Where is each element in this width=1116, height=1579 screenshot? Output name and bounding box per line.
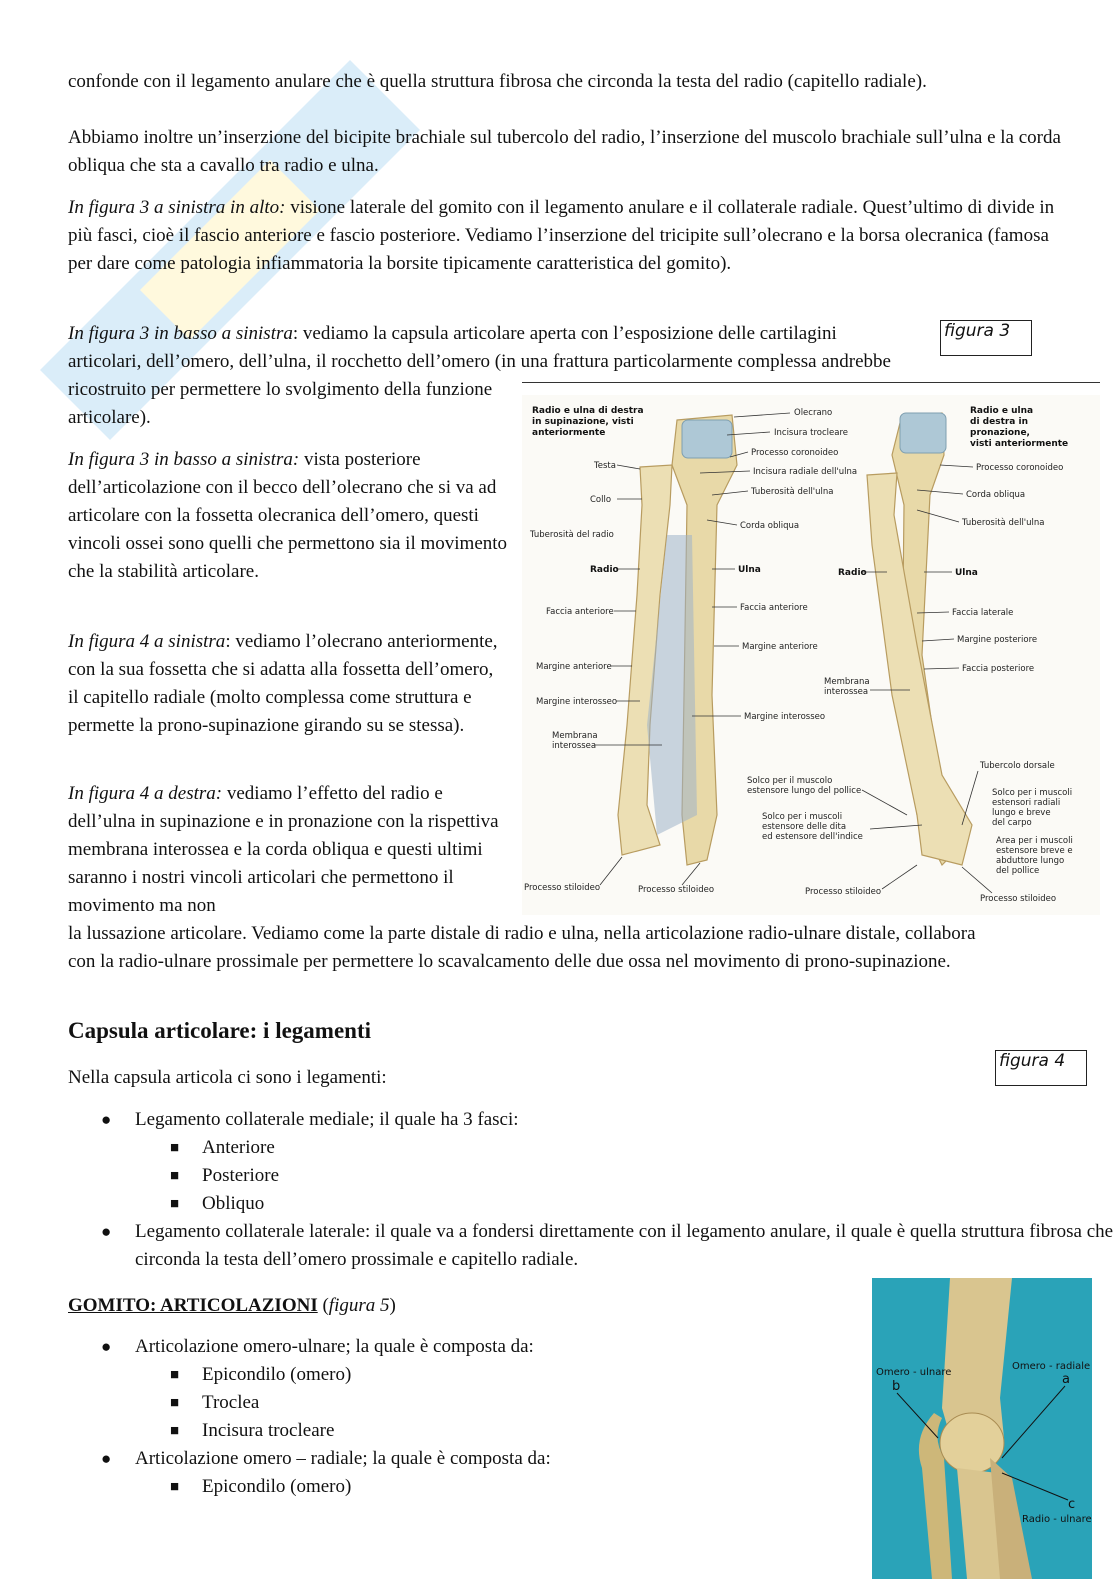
paragraph-fig3-posterior: In figura 3 in basso a sinistra: vista posteriore dell’articolazione con il becco dell’olecrano che si va ad articolare con la fossetta olecranica dell’omero, questi vincoli ossei sono quelli che permettono sia il movimento che la stabilità articolare.: [68, 449, 508, 582]
paragraph-fig3-top: In figura 3 a sinistra in alto: visione laterale del gomito con il legamento anulare e il collaterale radiale. Quest’ultimo di divide in più fasci, cioè il fascio anteriore e fascio posteriore. Vediamo l’inserzione del tricipite sull’olecrano e la borsa olecranica (famosa per dare come patologia infiammatoria la borsite tipicamente caratteristica del gomito).: [68, 197, 1055, 274]
label-processo-stiloideo-3: Processo stiloideo: [805, 887, 882, 897]
figure-divider: [522, 382, 1100, 383]
figure-4-label: figura 4: [995, 1050, 1087, 1086]
section-title-capsula: Capsula articolare: i legamenti: [68, 1018, 371, 1043]
list-item: ● Articolazione omero – radiale; la quale è composta da: ■ Epicondilo (omero): [68, 1445, 1115, 1501]
label-processo-stiloideo-4: Processo stiloideo: [980, 894, 1057, 904]
label-tuberosita-ulna: Tuberosità dell'ulna: [751, 487, 834, 497]
paragraph-insertions: Abbiamo inoltre un’inserzione del bicipite brachiale sul tubercolo del radio, l’inserzione del muscolo brachiale sull’ulna e la corda obliqua che sta a cavallo tra radio e ulna.: [68, 127, 1061, 176]
label-radio-right: Radio: [838, 568, 867, 578]
fig3-right-title-4: visti anteriormente: [970, 439, 1069, 449]
list-subitem: ■ Epicondilo (omero): [135, 1473, 1115, 1501]
list-item: ● Legamento collaterale laterale: il quale va a fondersi direttamente con il legamento anulare, il quale è quella struttura fibrosa che circonda la testa dell’omero prossimale e capitello radiale.: [68, 1218, 1115, 1274]
paragraph-fig3-bottom-b: articolari, dell’omero, dell’ulna, il rocchetto dell’omero (in una frattura particolarmente complessa andrebbe: [68, 351, 891, 372]
label-solco3-4: del carpo: [992, 818, 1032, 828]
label-incisura-radiale: Incisura radiale dell'ulna: [753, 467, 858, 477]
label-solco3-3: lungo e breve: [992, 808, 1051, 818]
paragraph-intro: confonde con il legamento anulare che è quella struttura fibrosa che circonda la testa del radio (capitello radiale).: [68, 71, 927, 92]
paragraph-distal: la lussazione articolare. Vediamo come la parte distale di radio e ulna, nella articolazione radio-ulnare distale, collabora con la radio-ulnare prossimale per permettere lo scavalcamento delle due ossa nel movimento di prono-supinazione.: [68, 923, 976, 972]
fig5-label-omero-ulnare: Omero - ulnare: [876, 1367, 952, 1378]
paragraph-fig3-bottom-a: In figura 3 in basso a sinistra: vediamo la capsula articolare aperta con l’esposizione delle cartilagini: [68, 323, 837, 344]
section-title-articolazioni: GOMITO: ARTICOLAZIONI (figura 5): [68, 1295, 396, 1316]
fig5-label-omero-radiale: Omero - radiale: [1012, 1361, 1091, 1372]
fig5-letter-b: b: [892, 1379, 901, 1394]
label-processo-coronoideo-right: Processo coronoideo: [976, 463, 1064, 473]
label-membrana-left-1: Membrana: [552, 731, 598, 741]
label-ulna-right: Ulna: [955, 568, 978, 578]
label-margine-interosseo: Margine interosseo: [744, 712, 826, 722]
label-margine-interosseo-left: Margine interosseo: [536, 697, 618, 707]
fig3-left-title-1: Radio e ulna di destra: [532, 406, 644, 416]
label-testa: Testa: [594, 461, 616, 471]
label-faccia-laterale: Faccia laterale: [952, 608, 1014, 618]
fig5-letter-c: c: [1068, 1497, 1076, 1512]
label-corda-obliqua-right: Corda obliqua: [966, 490, 1026, 500]
fig5-letter-a: a: [1062, 1372, 1070, 1387]
label-processo-stiloideo-2: Processo stiloideo: [638, 885, 715, 895]
list-subitem: ■ Troclea: [135, 1389, 1115, 1417]
list-subitem: ■ Epicondilo (omero): [135, 1361, 1115, 1389]
label-olecrano: Olecrano: [794, 408, 833, 418]
label-solco2-2: estensore delle dita: [762, 822, 847, 832]
figure-radius-ulna-illustration: [522, 395, 1100, 915]
label-ulna: Ulna: [738, 565, 761, 575]
label-solco1-1: Solco per il muscolo: [747, 776, 833, 786]
fig3-left-title-3: anteriormente: [532, 428, 606, 438]
fig3-left-title-2: in supinazione, visti: [532, 417, 634, 427]
label-membrana-right-2: interossea: [824, 687, 869, 697]
label-corda-obliqua: Corda obliqua: [740, 521, 800, 531]
fig5-label-radio-ulnare: Radio - ulnare: [1022, 1514, 1092, 1525]
label-processo-coronoideo: Processo coronoideo: [751, 448, 839, 458]
paragraph-fig4-left: In figura 4 a sinistra: vediamo l’olecrano anteriormente, con la sua fossetta che si adatta alla fossetta dell’omero, il capitello radiale (molto complessa come struttura e permette la prono-supinazione girando su se stessa).: [68, 631, 498, 736]
label-solco2-1: Solco per i muscoli: [762, 812, 843, 822]
label-tuberosita-radio: Tuberosità del radio: [530, 530, 614, 540]
label-area-2: estensore breve e: [996, 846, 1073, 856]
label-radio: Radio: [590, 565, 619, 575]
label-area-4: del pollice: [996, 866, 1040, 876]
label-margine-anteriore: Margine anteriore: [742, 642, 818, 652]
list-item: ● Legamento collaterale mediale; il quale ha 3 fasci: ■ Anteriore ■ Posteriore ■ Obliquo: [68, 1106, 1115, 1218]
label-membrana-left-2: interossea: [552, 741, 597, 751]
figure-5-elbow-photo: [872, 1278, 1092, 1579]
fig3-right-title-3: pronazione,: [970, 428, 1030, 438]
list-subitem: ■ Anteriore: [135, 1134, 1115, 1162]
label-faccia-anteriore: Faccia anteriore: [740, 603, 808, 613]
list-item: ● Articolazione omero-ulnare; la quale è composta da: ■ Epicondilo (omero) ■ Troclea ■ Incisura trocleare: [68, 1333, 1115, 1445]
label-area-3: abduttore lungo: [996, 856, 1065, 866]
figure-3-label: figura 3: [940, 320, 1032, 356]
label-area-1: Area per i muscoli: [996, 836, 1073, 846]
label-tuberosita-ulna-right: Tuberosità dell'ulna: [962, 518, 1045, 528]
label-faccia-posteriore: Faccia posteriore: [962, 664, 1035, 674]
label-solco3-1: Solco per i muscoli: [992, 788, 1073, 798]
paragraph-fig3-bottom-c: ricostruito per permettere lo svolgimento della funzione articolare).: [68, 379, 493, 428]
list-subitem: ■ Posteriore: [135, 1162, 1115, 1190]
fig3-right-title-2: di destra in: [970, 417, 1029, 427]
label-solco2-3: ed estensore dell'indice: [762, 832, 863, 842]
label-solco3-2: estensori radiali: [992, 798, 1061, 808]
list-subitem: ■ Incisura trocleare: [135, 1417, 1115, 1445]
label-faccia-anteriore-left: Faccia anteriore: [546, 607, 614, 617]
label-solco1-2: estensore lungo del pollice: [747, 786, 862, 796]
label-membrana-right-1: Membrana: [824, 677, 870, 687]
paragraph-fig4-right: In figura 4 a destra: vediamo l’effetto del radio e dell’ulna in supinazione e in pronazione con la rispettiva membrana interossea e la corda obliqua e questi ultimi saranno i nostri vincoli articolari che permettono il movimento ma non: [68, 783, 499, 916]
fig3-right-title-1: Radio e ulna: [970, 406, 1034, 416]
capsula-intro: Nella capsula articola ci sono i legamenti:: [68, 1067, 387, 1088]
label-processo-stiloideo-1: Processo stiloideo: [524, 883, 601, 893]
label-margine-posteriore: Margine posteriore: [957, 635, 1038, 645]
ligament-list: [68, 1106, 1115, 1274]
label-incisura-trocleare: Incisura trocleare: [774, 428, 849, 438]
list-subitem: ■ Obliquo: [135, 1190, 1115, 1218]
label-margine-anteriore-left: Margine anteriore: [536, 662, 612, 672]
label-collo: Collo: [590, 495, 612, 505]
label-tubercolo-dorsale: Tubercolo dorsale: [980, 761, 1055, 771]
